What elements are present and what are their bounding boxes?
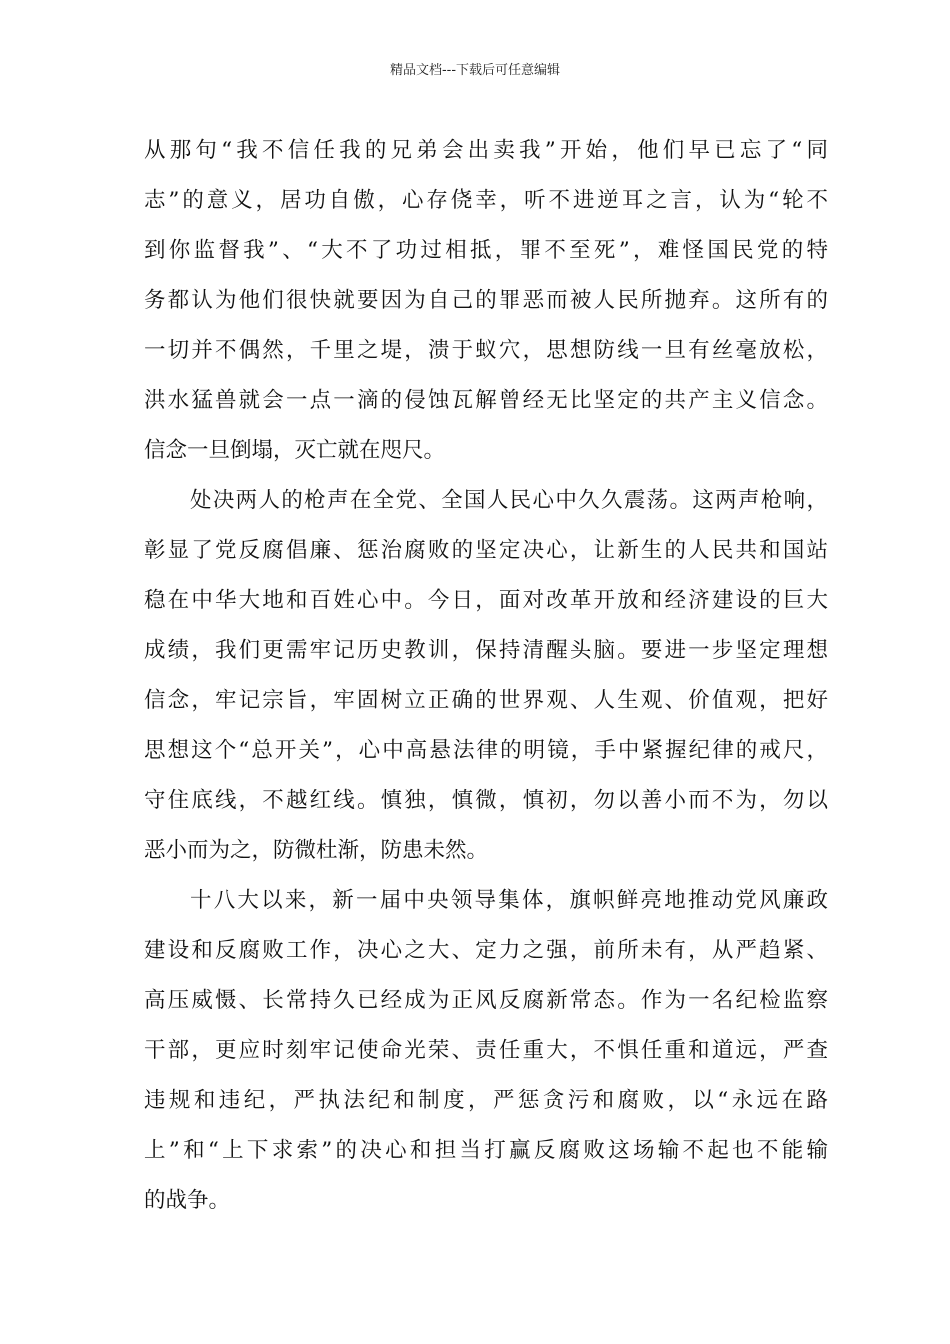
- text-line: 处决两人的枪声在全党、全国人民心中久久震荡。这两声枪响，: [190, 488, 828, 513]
- text-line: 干部，更应时刻牢记使命光荣、责任重大，不惧任重和道远，严查: [144, 1038, 828, 1063]
- text-line: 信念一旦倒塌，灭亡就在咫尺。: [144, 438, 446, 463]
- text-line: 高压威慑、长常持久已经成为正风反腐新常态。作为一名纪检监察: [144, 988, 828, 1013]
- text-line: 志”的意义，居功自傲，心存侥幸，听不进逆耳之言，认为“轮不: [144, 188, 828, 213]
- text-line: 彰显了党反腐倡廉、惩治腐败的坚定决心，让新生的人民共和国站: [144, 538, 828, 563]
- text-line: 建设和反腐败工作，决心之大、定力之强，前所未有，从严趋紧、: [144, 938, 828, 963]
- text-line: 恶小而为之，防微杜渐，防患未然。: [144, 838, 489, 863]
- text-line: 从那句“我不信任我的兄弟会出卖我”开始，他们早已忘了“同: [144, 138, 828, 163]
- text-line: 上”和“上下求索”的决心和担当打赢反腐败这场输不起也不能输: [144, 1138, 828, 1163]
- paragraph: [144, 876, 828, 1226]
- text-line: 一切并不偶然，千里之堤，溃于蚁穴，思想防线一旦有丝毫放松，: [144, 338, 828, 363]
- body-text: [144, 126, 828, 1226]
- paragraph: [144, 126, 828, 476]
- text-line: 洪水猛兽就会一点一滴的侵蚀瓦解曾经无比坚定的共产主义信念。: [144, 388, 828, 413]
- text-line: 成绩，我们更需牢记历史教训，保持清醒头脑。要进一步坚定理想: [144, 638, 828, 663]
- text-line: 务都认为他们很快就要因为自己的罪恶而被人民所抛弃。这所有的: [144, 288, 828, 313]
- text-line: 守住底线，不越红线。慎独，慎微，慎初，勿以善小而不为，勿以: [144, 788, 828, 813]
- paragraph: [144, 476, 828, 876]
- text-line: 信念，牢记宗旨，牢固树立正确的世界观、人生观、价值观，把好: [144, 688, 828, 713]
- text-line: 的战争。: [144, 1188, 231, 1213]
- page-header: 精品文档---下载后可任意编辑: [389, 63, 561, 78]
- text-line: 思想这个“总开关”，心中高悬法律的明镜，手中紧握纪律的戒尺，: [144, 738, 828, 763]
- text-line: 违规和违纪，严执法纪和制度，严惩贪污和腐败，以“永远在路: [144, 1088, 828, 1113]
- text-line: 到你监督我”、“大不了功过相抵，罪不至死”，难怪国民党的特: [144, 238, 828, 263]
- text-line: 稳在中华大地和百姓心中。今日，面对改革开放和经济建设的巨大: [144, 588, 828, 613]
- text-line: 十八大以来，新一届中央领导集体，旗帜鲜亮地推动党风廉政: [190, 888, 828, 913]
